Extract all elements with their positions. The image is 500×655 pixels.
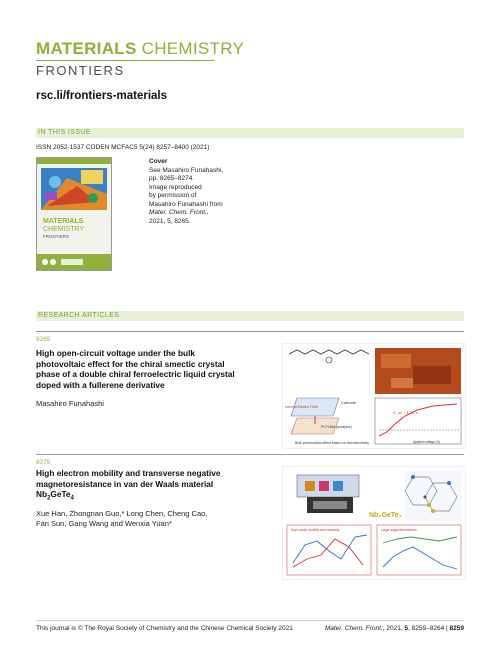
footer-year: , 2021, [382,625,405,632]
article-title-formula: $Nb_2GeTe_4$ [36,489,74,502]
journal-brand [36,39,244,59]
footer-separator: | [444,625,450,632]
cover-line: Mater. Chem. Front., [149,209,209,216]
toc-left-caption: High carrier mobility and resistivity [291,528,340,532]
article-title-line: photovoltaic effect for the chiral smectic crystal [36,358,225,369]
footer-copyright: This journal is © The Royal Society of Chemistry and the Chinese Chemical Society 2021 [36,625,293,632]
article-title-line: High open-circuit voltage under the bulk [36,348,196,358]
section-divider [36,454,464,455]
toc-right-caption: Large magnetoresistance [381,528,417,532]
brand-divider [36,60,214,61]
cover-artwork [37,158,111,270]
research-articles-label: RESEARCH ARTICLES [38,312,120,319]
footer-page-number: 8259 [449,625,464,632]
toc-graphic-1 [283,344,465,448]
article-authors [36,509,266,529]
article-title-line: magnetoresistance in van der Waals material [36,478,214,489]
toc-axis-x-label: Applied voltage (V) [413,440,440,444]
article-title[interactable] [36,468,276,504]
article-graphical-abstract[interactable] [282,343,466,449]
article-title-line: phase of a double chiral ferroelectric liquid crystal [36,369,235,379]
toc-graphic-2 [283,467,465,579]
article-page-number: 8275 [36,459,51,466]
footer-divider [36,620,464,621]
cover-line: pp. 8265–8274. [149,175,195,182]
cover-mini-title-1: MATERIALS [43,218,84,225]
in-this-issue-label: IN THIS ISSUE [38,129,91,136]
cover-line: Image reproduced [149,183,202,191]
toc-caption-label: Bulk photovoltaic effect based on ferroelectricity [295,441,370,445]
footer-citation [325,625,464,632]
article-authors: Masahiro Funahashi [36,399,104,408]
section-divider [36,331,464,332]
footer-journal: Mater. Chem. Front. [324,625,383,632]
cover-description [149,158,289,226]
issn-line: ISSN 2052-1537 CODEN MCFAC5 5(24) 8257–8400 (2021) [36,144,210,151]
toc-fullerene-label: PC71BM (acceptor) [321,425,352,429]
toc-formula-label: Nb₂GeTe₄ [369,512,402,519]
toc-cathode-label: Cathode [341,400,357,405]
article-page-number: 8265 [36,336,51,343]
journal-url-link[interactable]: rsc.li/frontiers-materials [36,90,168,102]
article-title-line: High electron mobility and transverse negative [36,468,221,478]
article-author-line: Xue Han, Zhongnan Guo,* Long Chen, Cheng Cao, [36,509,208,518]
article-author-line: Fan Sun, Gang Wang and Wenxia Yuan* [36,519,172,528]
cover-line: by permission of [149,192,197,199]
cover-mini-title-3: FRONTIERS [43,234,70,239]
toc-field-label: Internal Electric Field [285,405,318,409]
cover-line: 2021, 5, 8265. [149,217,191,225]
cover-mini-title-2: CHEMISTRY [43,226,85,233]
cover-heading: Cover [149,158,168,165]
article-title[interactable] [36,348,276,390]
cover-line: See Masahiro Funahashi, [149,166,224,174]
cover-line: Masahiro Funahashi from [149,200,223,208]
article-title-line: doped with a fullerene derivative [36,379,165,390]
brand-word-chemistry: CHEMISTRY [141,39,245,58]
brand-word-frontiers: FRONTIERS [36,63,125,78]
in-this-issue-bar [36,128,464,138]
toc-voc-label: V_oc = 1.21 V [393,410,419,415]
brand-word-materials: MATERIALS [36,39,137,58]
article-graphical-abstract[interactable] [282,466,466,580]
footer-pages: , 8259–8264 [408,625,445,632]
footer-volume: 5 [404,625,409,632]
cover-image[interactable] [36,157,112,271]
